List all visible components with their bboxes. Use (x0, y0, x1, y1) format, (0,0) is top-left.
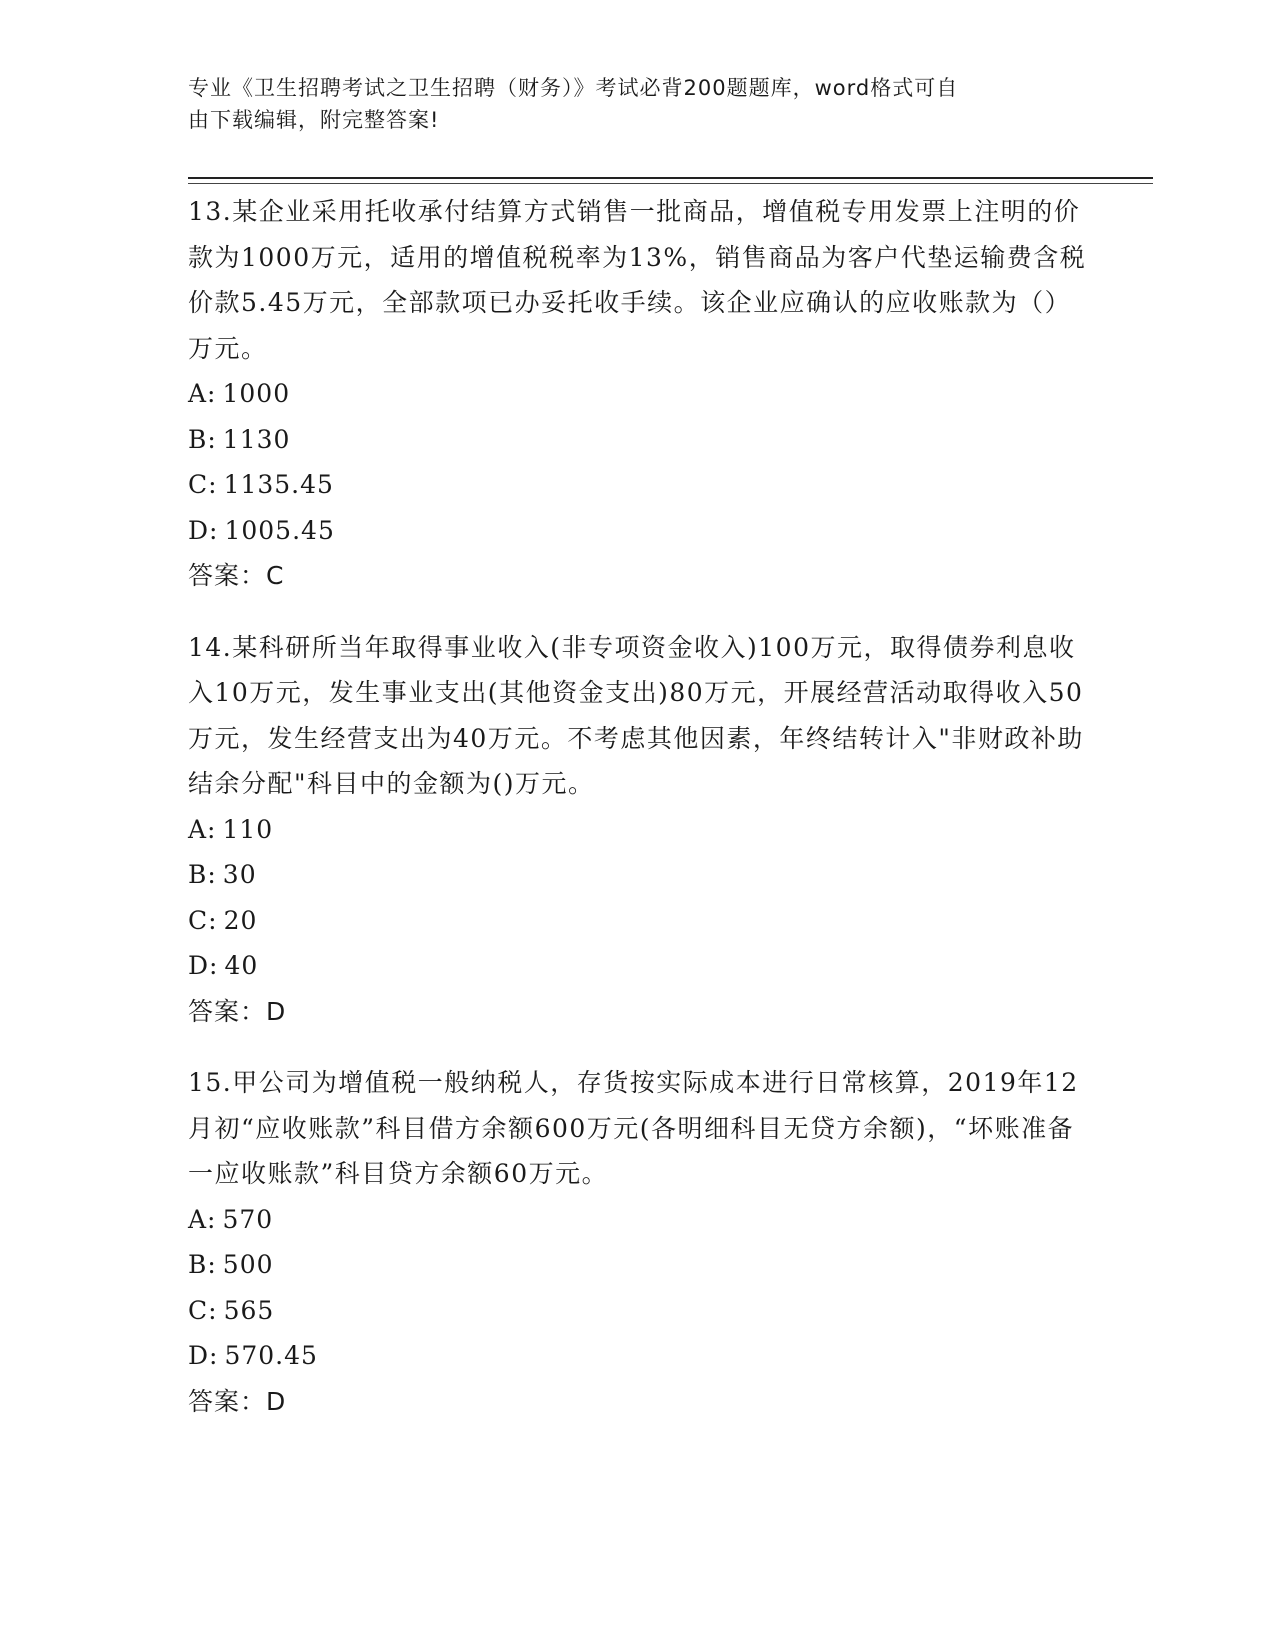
answer-label: 答案：D (188, 1386, 287, 1416)
question-stem: 14.某科研所当年取得事业收入(非专项资金收入)100万元，取得债券利息收入10万元，发生事业支出(其他资金支出)80万元，开展经营活动取得收入50万元，发生经营支出为40万元。不考虑其他因素，年终结转计入"非财政补助结余分配"科目中的金额为()万元。 (188, 632, 1084, 798)
option-a (188, 807, 1088, 853)
option-letter: A: (188, 1204, 217, 1234)
option-text: 1130 (222, 424, 291, 454)
question-stem: 13.某企业采用托收承付结算方式销售一批商品，增值税专用发票上注明的价款为1000万元，适用的增值税税率为13%，销售商品为客户代垫运输费含税价款5.45万元，全部款项已办妥托收手续。该企业应确认的应收账款为（）万元。 (188, 197, 1087, 363)
option-text: 40 (224, 951, 259, 980)
option-text: 1005.45 (224, 515, 335, 545)
option-a (188, 1197, 1088, 1243)
option-letter: C: (188, 1295, 218, 1325)
header-line-1: 专业《卫生招聘考试之卫生招聘（财务）》考试必背200题题库，word格式可自 (188, 76, 959, 100)
question-13 (188, 189, 1088, 599)
question-14 (188, 625, 1088, 1035)
question-list (188, 189, 1088, 1450)
option-text: 20 (223, 905, 258, 935)
option-c (188, 1288, 1088, 1334)
option-text: 570 (222, 1204, 274, 1234)
header-divider-thick (188, 177, 1153, 179)
option-b (188, 852, 1088, 898)
option-d (188, 943, 1088, 989)
option-letter: B: (188, 860, 217, 889)
option-text: 500 (222, 1250, 274, 1279)
option-letter: C: (188, 470, 218, 499)
document-header (188, 72, 1088, 136)
option-letter: C: (188, 905, 218, 935)
option-a (188, 371, 1088, 417)
question-stem: 15.甲公司为增值税一般纳税人，存货按实际成本进行日常核算，2019年12月初“应收账款”科目借方余额600万元(各明细科目无贷方余额)，“坏账准备一应收账款”科目贷方余额60万元。 (188, 1068, 1079, 1188)
answer-label: 答案：D (188, 996, 287, 1026)
header-line-2: 由下载编辑，附完整答案! (188, 108, 440, 132)
option-letter: D: (188, 515, 219, 545)
option-letter: D: (188, 951, 219, 980)
option-letter: D: (188, 1341, 219, 1370)
option-d (188, 1333, 1088, 1379)
option-letter: B: (188, 424, 217, 454)
header-divider-thin (188, 183, 1153, 184)
option-b (188, 1242, 1088, 1288)
option-c (188, 898, 1088, 944)
option-text: 30 (222, 860, 257, 889)
option-letter: B: (188, 1250, 217, 1279)
option-d (188, 508, 1088, 554)
option-text: 110 (222, 814, 274, 844)
option-text: 1000 (222, 379, 291, 408)
option-c (188, 462, 1088, 508)
option-letter: A: (188, 814, 217, 844)
option-text: 565 (223, 1295, 275, 1325)
answer-label: 答案：C (188, 561, 285, 590)
option-b (188, 417, 1088, 463)
option-text: 570.45 (224, 1341, 318, 1370)
option-letter: A: (188, 379, 217, 408)
option-text: 1135.45 (223, 470, 334, 499)
question-15 (188, 1060, 1088, 1424)
